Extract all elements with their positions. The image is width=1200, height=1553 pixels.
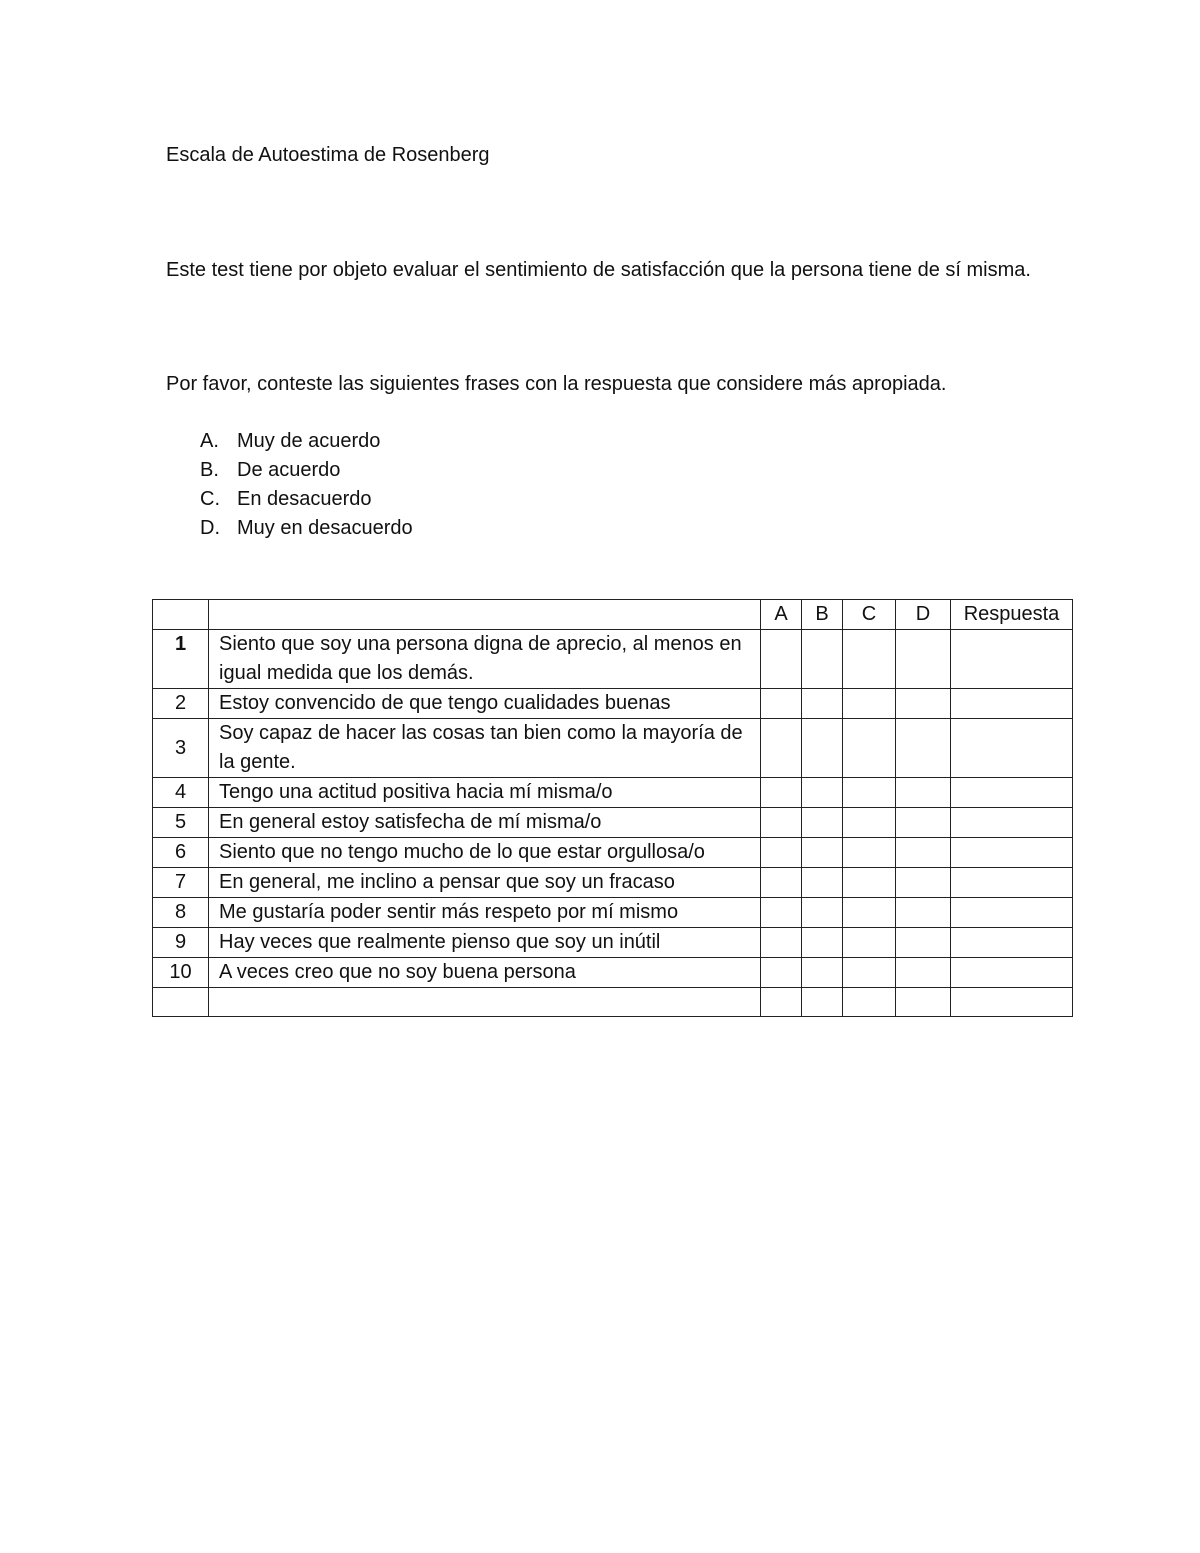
empty-cell bbox=[153, 988, 209, 1017]
option-text: De acuerdo bbox=[237, 459, 341, 481]
row-statement: En general, me inclino a pensar que soy un fracaso bbox=[209, 868, 761, 898]
option-text: Muy en desacuerdo bbox=[237, 517, 413, 539]
empty-cell bbox=[209, 988, 761, 1017]
option-letter: A. bbox=[200, 430, 219, 452]
answer-cell-c[interactable] bbox=[843, 928, 896, 958]
option-letter: C. bbox=[200, 488, 220, 510]
answer-cell-c[interactable] bbox=[843, 868, 896, 898]
answer-cell-c[interactable] bbox=[843, 719, 896, 778]
row-statement: Siento que no tengo mucho de lo que estar orgullosa/o bbox=[209, 838, 761, 868]
answer-cell-a[interactable] bbox=[761, 778, 802, 808]
table-row bbox=[153, 719, 1073, 778]
answer-cell-b[interactable] bbox=[802, 808, 843, 838]
answer-cell-d[interactable] bbox=[896, 689, 951, 719]
option-text: Muy de acuerdo bbox=[237, 430, 381, 452]
row-number: 2 bbox=[153, 689, 209, 719]
header-blank bbox=[209, 600, 761, 630]
answer-cell-a[interactable] bbox=[761, 719, 802, 778]
answer-cell-d[interactable] bbox=[896, 928, 951, 958]
table-header-row bbox=[153, 600, 1073, 630]
answer-cell-d[interactable] bbox=[896, 868, 951, 898]
answer-cell-c[interactable] bbox=[843, 630, 896, 689]
table-row bbox=[153, 928, 1073, 958]
answer-cell-respuesta[interactable] bbox=[951, 868, 1073, 898]
answer-cell-c[interactable] bbox=[843, 898, 896, 928]
answer-cell-b[interactable] bbox=[802, 689, 843, 719]
option-letter: B. bbox=[200, 459, 219, 481]
answer-cell-respuesta[interactable] bbox=[951, 689, 1073, 719]
answer-cell-a[interactable] bbox=[761, 689, 802, 719]
empty-cell bbox=[761, 988, 802, 1017]
table-row bbox=[153, 630, 1073, 689]
row-number: 5 bbox=[153, 808, 209, 838]
answer-cell-a[interactable] bbox=[761, 958, 802, 988]
answer-cell-c[interactable] bbox=[843, 838, 896, 868]
header-respuesta: Respuesta bbox=[951, 600, 1073, 630]
empty-cell bbox=[843, 988, 896, 1017]
row-number: 6 bbox=[153, 838, 209, 868]
empty-cell bbox=[802, 988, 843, 1017]
answer-cell-b[interactable] bbox=[802, 928, 843, 958]
answer-cell-respuesta[interactable] bbox=[951, 958, 1073, 988]
answer-cell-c[interactable] bbox=[843, 808, 896, 838]
table-row bbox=[153, 778, 1073, 808]
answer-cell-respuesta[interactable] bbox=[951, 778, 1073, 808]
table-row bbox=[153, 808, 1073, 838]
row-statement: En general estoy satisfecha de mí misma/o bbox=[209, 808, 761, 838]
table-row bbox=[153, 898, 1073, 928]
table-row-empty bbox=[153, 988, 1073, 1017]
answer-cell-respuesta[interactable] bbox=[951, 630, 1073, 689]
option-text: En desacuerdo bbox=[237, 488, 372, 510]
answer-cell-b[interactable] bbox=[802, 838, 843, 868]
answer-options-list bbox=[200, 427, 413, 543]
answer-cell-c[interactable] bbox=[843, 689, 896, 719]
answer-cell-d[interactable] bbox=[896, 778, 951, 808]
row-number: 4 bbox=[153, 778, 209, 808]
table-row bbox=[153, 958, 1073, 988]
option-d bbox=[200, 514, 413, 543]
header-blank bbox=[153, 600, 209, 630]
page-title: Escala de Autoestima de Rosenberg bbox=[166, 144, 490, 166]
option-a bbox=[200, 427, 413, 456]
row-number: 3 bbox=[153, 719, 209, 778]
answer-cell-respuesta[interactable] bbox=[951, 719, 1073, 778]
row-statement: Estoy convencido de que tengo cualidades buenas bbox=[209, 689, 761, 719]
answer-cell-d[interactable] bbox=[896, 719, 951, 778]
row-statement: Soy capaz de hacer las cosas tan bien como la mayoría de la gente. bbox=[209, 719, 761, 778]
table-row bbox=[153, 838, 1073, 868]
answer-cell-b[interactable] bbox=[802, 898, 843, 928]
answer-cell-b[interactable] bbox=[802, 630, 843, 689]
answer-cell-c[interactable] bbox=[843, 958, 896, 988]
row-number: 9 bbox=[153, 928, 209, 958]
answer-cell-a[interactable] bbox=[761, 868, 802, 898]
answer-cell-respuesta[interactable] bbox=[951, 928, 1073, 958]
header-c: C bbox=[843, 600, 896, 630]
option-letter: D. bbox=[200, 517, 220, 539]
answer-cell-a[interactable] bbox=[761, 898, 802, 928]
survey-table bbox=[152, 599, 1073, 1017]
answer-cell-d[interactable] bbox=[896, 898, 951, 928]
option-b bbox=[200, 456, 413, 485]
table-row bbox=[153, 868, 1073, 898]
row-number: 1 bbox=[153, 630, 209, 689]
row-statement: Tengo una actitud positiva hacia mí misma/o bbox=[209, 778, 761, 808]
answer-cell-b[interactable] bbox=[802, 958, 843, 988]
answer-cell-d[interactable] bbox=[896, 958, 951, 988]
table-row bbox=[153, 689, 1073, 719]
answer-cell-b[interactable] bbox=[802, 719, 843, 778]
answer-cell-d[interactable] bbox=[896, 808, 951, 838]
instructions-paragraph: Por favor, conteste las siguientes frases con la respuesta que considere más apropiada. bbox=[166, 373, 947, 395]
row-number: 7 bbox=[153, 868, 209, 898]
answer-cell-c[interactable] bbox=[843, 778, 896, 808]
row-number: 10 bbox=[153, 958, 209, 988]
header-a: A bbox=[761, 600, 802, 630]
row-statement: A veces creo que no soy buena persona bbox=[209, 958, 761, 988]
answer-cell-d[interactable] bbox=[896, 838, 951, 868]
header-d: D bbox=[896, 600, 951, 630]
row-statement: Me gustaría poder sentir más respeto por mí mismo bbox=[209, 898, 761, 928]
answer-cell-b[interactable] bbox=[802, 868, 843, 898]
intro-paragraph: Este test tiene por objeto evaluar el sentimiento de satisfacción que la persona tiene de sí misma. bbox=[166, 259, 1031, 281]
row-number: 8 bbox=[153, 898, 209, 928]
header-b: B bbox=[802, 600, 843, 630]
answer-cell-a[interactable] bbox=[761, 838, 802, 868]
empty-cell bbox=[951, 988, 1073, 1017]
answer-cell-b[interactable] bbox=[802, 778, 843, 808]
answer-cell-d[interactable] bbox=[896, 630, 951, 689]
answer-cell-respuesta[interactable] bbox=[951, 838, 1073, 868]
answer-cell-a[interactable] bbox=[761, 630, 802, 689]
answer-cell-respuesta[interactable] bbox=[951, 898, 1073, 928]
row-statement: Siento que soy una persona digna de aprecio, al menos en igual medida que los demás. bbox=[209, 630, 761, 689]
option-c bbox=[200, 485, 413, 514]
answer-cell-a[interactable] bbox=[761, 808, 802, 838]
row-statement: Hay veces que realmente pienso que soy un inútil bbox=[209, 928, 761, 958]
answer-cell-respuesta[interactable] bbox=[951, 808, 1073, 838]
empty-cell bbox=[896, 988, 951, 1017]
answer-cell-a[interactable] bbox=[761, 928, 802, 958]
